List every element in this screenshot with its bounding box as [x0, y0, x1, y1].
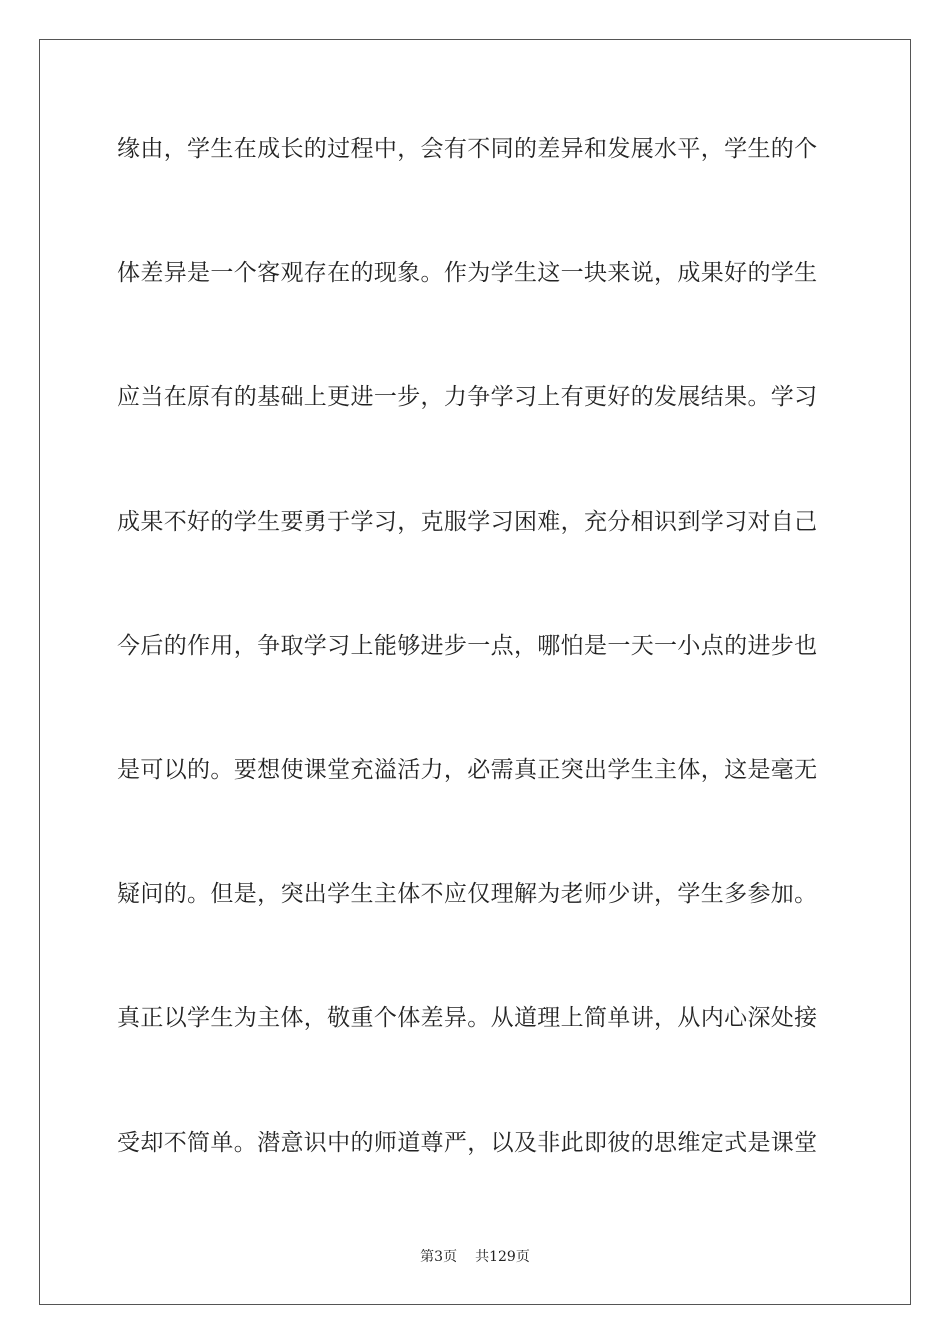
page-number: 第3页: [420, 1249, 458, 1265]
text-line: 缘由，学生在成长的过程中，会有不同的差异和发展水平，学生的个: [117, 136, 818, 162]
text-line: 受却不简单。潜意识中的师道尊严，以及非此即彼的思维定式是课堂: [117, 1129, 818, 1156]
text-line: 成果不好的学生要勇于学习，克服学习困难，充分相识到学习对自己: [117, 508, 818, 535]
text-line: 是可以的。要想使课堂充溢活力，必需真正突出学生主体，这是毫无: [117, 756, 818, 783]
document-body: [117, 129, 837, 1247]
text-line: 应当在原有的基础上更进一步，力争学习上有更好的发展结果。学习: [117, 384, 818, 411]
page-footer: [0, 1246, 950, 1266]
total-pages: 共129页: [475, 1249, 530, 1265]
text-line: 体差异是一个客观存在的现象。作为学生这一块来说，成果好的学生: [117, 260, 818, 287]
text-line: 疑问的。但是，突出学生主体不应仅理解为老师少讲，学生多参加。: [117, 881, 818, 908]
text-line: 真正以学生为主体，敬重个体差异。从道理上简单讲，从内心深处接: [117, 1005, 818, 1032]
text-line: 今后的作用，争取学习上能够进步一点，哪怕是一天一小点的进步也: [117, 632, 818, 659]
